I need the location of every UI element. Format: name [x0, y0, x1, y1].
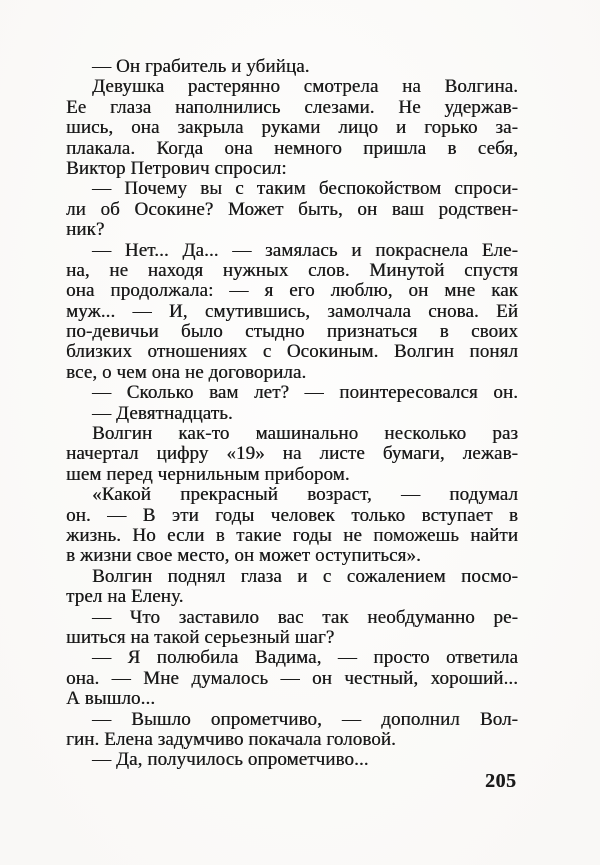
text-line: шись, она закрыла руками лицо и горько за- — [66, 117, 518, 139]
text-line: жизнь. Но если в такие годы не поможешь найти — [66, 524, 518, 546]
body-text — [66, 57, 518, 771]
text-line: — Сколько вам лет? — поинтересовался он. — [92, 382, 518, 404]
text-line: он. — В эти годы человек только вступает в — [66, 504, 518, 526]
text-line: Ее глаза наполнились слезами. Не удержав- — [66, 96, 518, 118]
text-line: по-девичьи было стыдно признаться в своих — [66, 321, 518, 343]
text-line: она. — Мне думалось — он честный, хороший... — [66, 667, 518, 689]
text-line: — Я полюбила Вадима, — просто ответила — [92, 647, 518, 669]
text-line: муж... — И, смутившись, замолчала снова. Ей — [66, 300, 518, 322]
text-line: близких отношениях с Осокиным. Волгин понял — [66, 341, 518, 363]
text-line: Девушка растерянно смотрела на Волгина. — [92, 76, 518, 98]
text-line: ли об Осокине? Может быть, он ваш родствен- — [66, 198, 518, 220]
text-line: трел на Елену. — [66, 586, 184, 608]
text-line: шиться на такой серьезный шаг? — [66, 626, 335, 648]
text-line: — Девятнадцать. — [92, 402, 233, 424]
text-line: начертал цифру «19» на листе бумаги, лежав- — [66, 443, 518, 465]
text-line: шем перед чернильным прибором. — [66, 463, 350, 485]
text-line: — Что заставило вас так необдуманно ре- — [92, 606, 518, 628]
text-line: — Почему вы с таким беспокойством спроси- — [92, 178, 518, 200]
text-line: гин. Елена задумчиво покачала головой. — [66, 728, 396, 750]
text-line: Волгин поднял глаза и с сожалением посмо- — [92, 565, 518, 587]
text-line: «Какой прекрасный возраст, — подумал — [92, 484, 518, 506]
text-line: — Вышло опрометчиво, — дополнил Вол- — [92, 708, 518, 730]
text-line: в жизни свое место, он может оступиться». — [66, 545, 421, 567]
text-line: — Он грабитель и убийца. — [92, 56, 310, 77]
text-line: Волгин как-то машинально несколько раз — [92, 423, 518, 445]
page-number: 205 — [485, 770, 517, 792]
text-line: на, не находя нужных слов. Минутой спустя — [66, 259, 518, 281]
text-line: — Да, получилось опрометчиво... — [92, 749, 369, 771]
text-line: все, о чем она не договорила. — [66, 361, 307, 383]
text-line: А вышло... — [66, 688, 156, 710]
text-line: — Нет... Да... — замялась и покраснела Еле- — [92, 239, 518, 261]
text-line: она продолжала: — я его люблю, он мне как — [66, 280, 518, 302]
text-line: плакала. Когда она немного пришла в себя, — [66, 137, 518, 159]
text-line: Виктор Петрович спросил: — [66, 157, 287, 179]
text-line: ник? — [66, 219, 105, 241]
